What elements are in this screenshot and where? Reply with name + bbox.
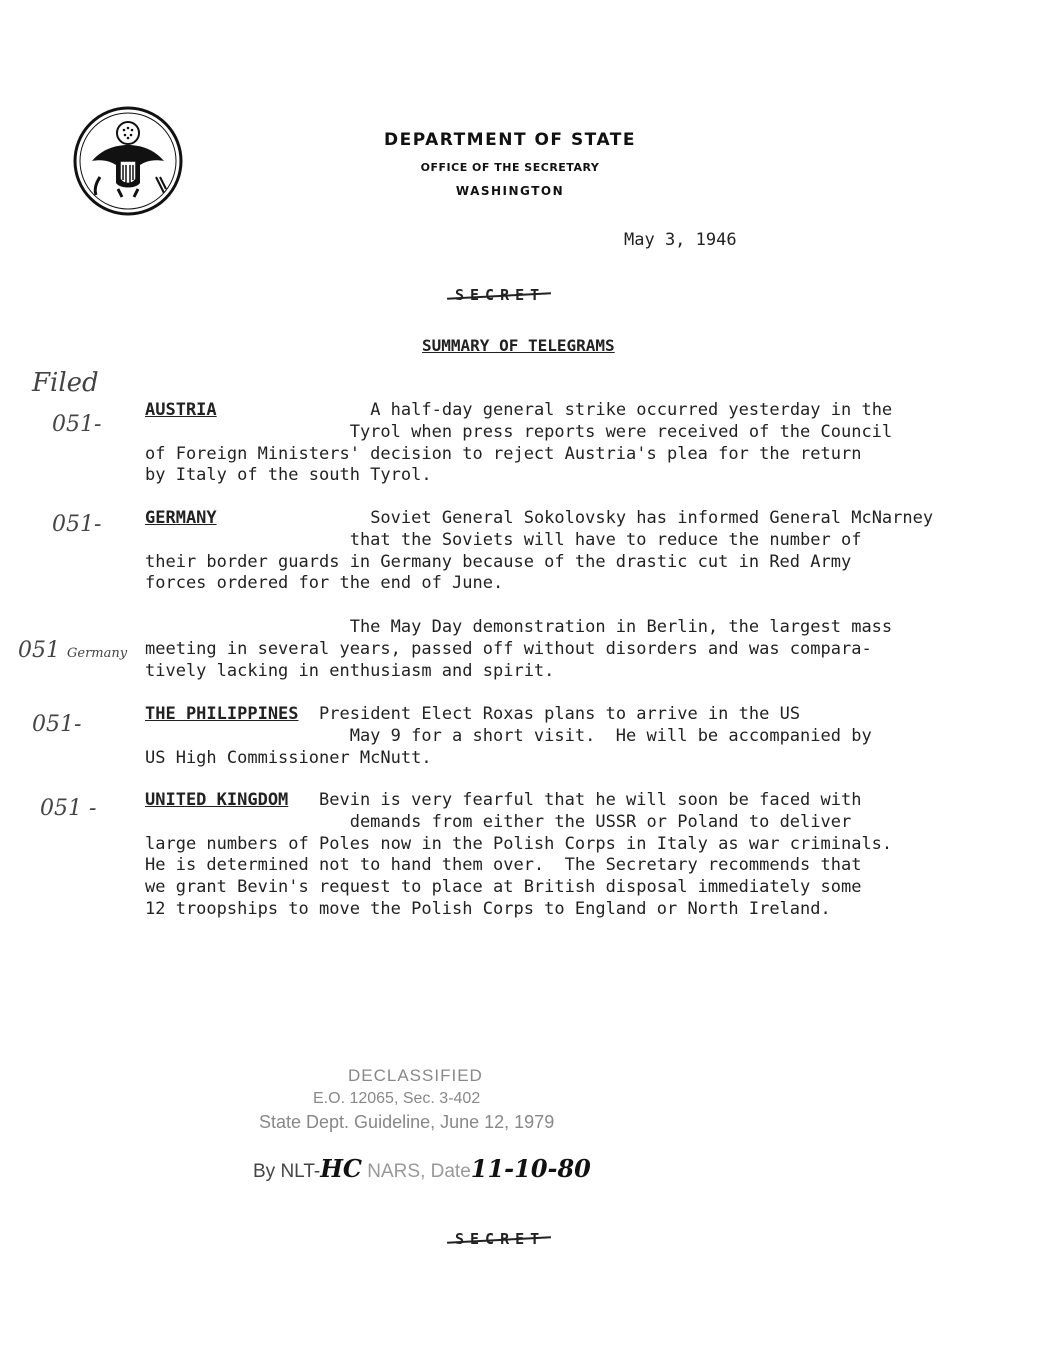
handwritten-file-code-austria: 051-: [52, 412, 102, 437]
declassified-stamp-authority: E.O. 12065, Sec. 3-402: [313, 1090, 481, 1107]
section-line: meeting in several years, passed off without disorders and was compara-: [145, 638, 872, 659]
section-philippines: [145, 704, 872, 769]
classification-text: SECRET: [455, 1230, 546, 1248]
section-line: The May Day demonstration in Berlin, the largest mass: [349, 617, 893, 637]
handwritten-file-code-united-kingdom: 051 -: [40, 796, 97, 821]
section-line: US High Commissioner McNutt.: [145, 747, 432, 768]
document-date: May 3, 1946: [624, 230, 737, 250]
section-line: that the Soviets will have to reduce the number of: [349, 529, 862, 550]
handwritten-file-code-germany-2: [18, 638, 127, 663]
classification-marking-bottom: [455, 1230, 545, 1248]
stamp-initials: HC: [320, 1154, 362, 1183]
handwritten-filed-note: Filed: [32, 368, 99, 398]
section-line: Soviet General Sokolovsky has informed General McNarney: [370, 508, 934, 528]
letterhead-department: DEPARTMENT OF STATE: [383, 130, 637, 150]
handwritten-word: Germany: [67, 646, 128, 661]
classification-text: SECRET: [455, 286, 546, 304]
declassified-stamp-signature-line: [253, 1154, 591, 1183]
stamp-nars-label: NARS, Date: [367, 1161, 471, 1182]
section-line: their border guards in Germany because of the drastic cut in Red Army: [145, 551, 852, 572]
handwritten-code: 051: [18, 638, 60, 663]
section-line: 12 troopships to move the Polish Corps to England or North Ireland.: [145, 898, 831, 919]
document-title: SUMMARY OF TELEGRAMS: [422, 336, 615, 355]
section-line: tively lacking in enthusiasm and spirit.: [145, 660, 555, 681]
section-line: forces ordered for the end of June.: [145, 573, 504, 594]
section-line: He is determined not to hand them over. The Secretary recommends that: [145, 855, 862, 876]
section-germany: [145, 508, 933, 595]
classification-marking-top: [455, 286, 545, 304]
letterhead-office: OFFICE OF THE SECRETARY: [420, 161, 600, 174]
section-line: of Foreign Ministers' decision to reject Austria's plea for the return: [145, 443, 862, 464]
section-line: Tyrol when press reports were received of the Council: [349, 421, 893, 442]
section-line: demands from either the USSR or Poland to deliver: [349, 811, 852, 832]
stamp-by-label: By NLT-: [253, 1161, 321, 1182]
section-line: by Italy of the south Tyrol.: [145, 465, 432, 486]
section-heading: GERMANY: [145, 508, 217, 528]
section-line: May 9 for a short visit. He will be accompanied by: [349, 725, 872, 746]
section-line: President Elect Roxas plans to arrive in the US: [319, 704, 801, 724]
section-germany-2: [145, 617, 892, 682]
declassified-stamp-title: DECLASSIFIED: [348, 1066, 483, 1085]
section-austria: [145, 400, 892, 487]
handwritten-file-code-germany: 051-: [52, 512, 102, 537]
section-line: Bevin is very fearful that he will soon be faced with: [319, 790, 862, 810]
section-line: large numbers of Poles now in the Polish Corps in Italy as war criminals.: [145, 833, 893, 854]
great-seal-eagle-icon: [72, 105, 184, 217]
declassified-stamp-guideline: State Dept. Guideline, June 12, 1979: [259, 1112, 555, 1132]
letterhead-city: WASHINGTON: [455, 184, 565, 198]
section-heading: UNITED KINGDOM: [145, 790, 289, 810]
section-heading: AUSTRIA: [145, 400, 217, 420]
section-line: A half-day general strike occurred yesterday in the: [370, 400, 893, 420]
stamp-date: 11-10-80: [470, 1154, 591, 1183]
handwritten-file-code-philippines: 051-: [32, 712, 82, 737]
section-united-kingdom: [145, 790, 892, 921]
section-line: we grant Bevin's request to place at British disposal immediately some: [145, 877, 862, 898]
section-heading: THE PHILIPPINES: [145, 704, 299, 724]
